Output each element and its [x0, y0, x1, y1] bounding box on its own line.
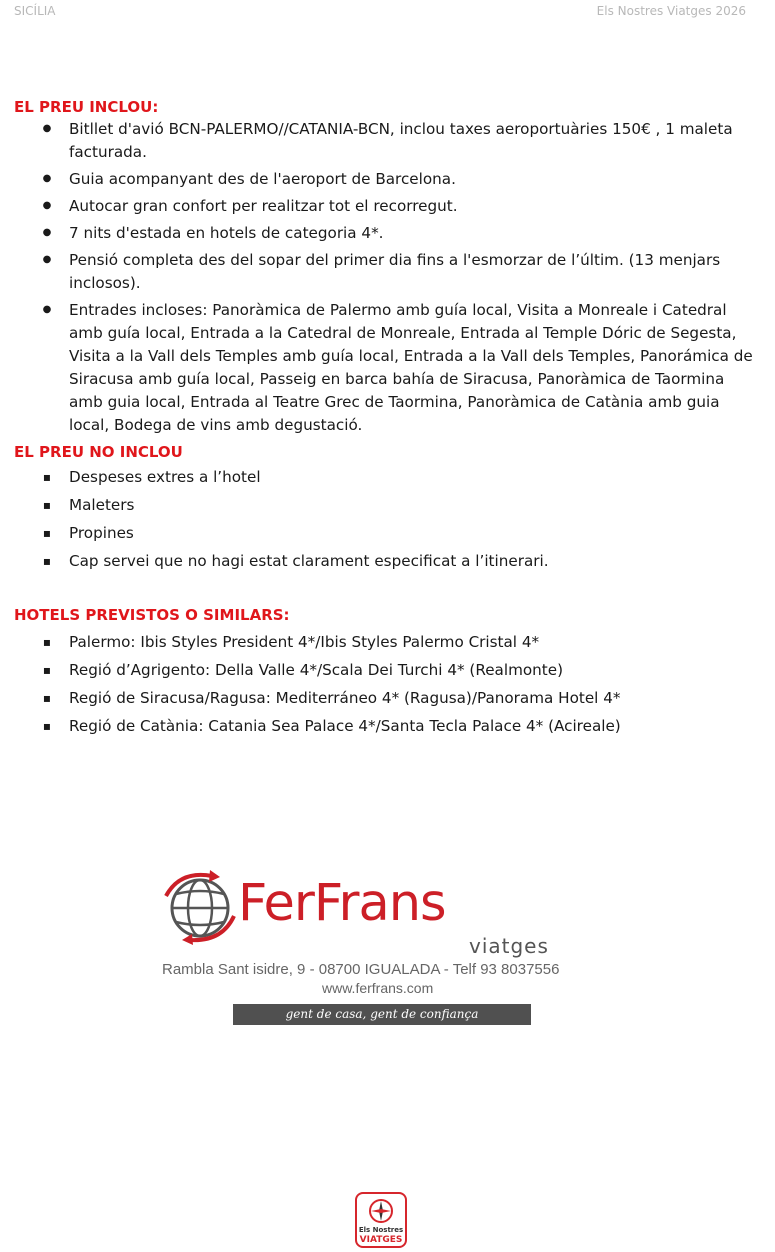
hotels-title: HOTELS PREVISTOS O SIMILARS: — [14, 606, 290, 624]
list-item-text: Despeses extres a l’hotel — [69, 468, 261, 486]
list-item-text: Pensió completa des del sopar del primer dia fins a l'esmorzar de l’últim. (13 menjars inclosos). — [69, 251, 721, 292]
els-nostres-viatges-badge — [355, 1192, 407, 1248]
list-item — [14, 522, 754, 545]
list-item — [14, 299, 754, 437]
bullet-icon — [40, 299, 54, 323]
list-item-text: Palermo: Ibis Styles President 4*/Ibis Styles Palermo Cristal 4* — [69, 633, 540, 651]
logo-tagline: gent de casa, gent de confiança — [233, 1004, 531, 1025]
section-spacer — [14, 578, 754, 604]
includes-title: EL PREU INCLOU: — [14, 98, 159, 116]
list-item — [14, 222, 754, 245]
list-item — [14, 195, 754, 218]
badge-line-2: VIATGES — [359, 1235, 403, 1245]
excludes-title: EL PREU NO INCLOU — [14, 443, 183, 461]
bullet-icon — [40, 118, 54, 142]
list-item — [14, 168, 754, 191]
list-item — [14, 466, 754, 489]
bullet-icon — [40, 195, 54, 219]
list-item-text: Maleters — [69, 496, 135, 514]
header-publication-title: Els Nostres Viatges 2026 — [596, 4, 746, 18]
list-item-text: 7 nits d'estada en hotels de categoria 4*. — [69, 224, 384, 242]
list-item — [14, 550, 754, 573]
list-item-text: Regió de Siracusa/Ragusa: Mediterráneo 4* (Ragusa)/Panorama Hotel 4* — [69, 689, 621, 707]
list-item-text: Entrades incloses: Panoràmica de Palermo amb guía local, Visita a Monreale i Catedral amb guía local, Entrada a la Catedral de Monreale, Entrada al Temple Dóric de Segesta, Visita a la Vall dels Temples amb guía local, Entrada a la Vall dels Temples, Panorámica de Siracusa amb guía local, Passeig en barca bahía de Siracusa, Panoràmica de Taormina amb guia local, Entrada al Teatre Grec de Taormina, Panoràmica de Catània amb guia local, Bodega de vins amb degustació. — [69, 301, 753, 434]
excludes-list — [14, 466, 754, 573]
bullet-icon — [40, 222, 54, 246]
list-item-text: Propines — [69, 524, 134, 542]
logo-address: Rambla Sant isidre, 9 - 08700 IGUALADA - Telf 93 8037556 — [162, 961, 560, 978]
ferfrans-logo — [160, 866, 620, 1036]
bullet-icon — [40, 631, 54, 654]
list-item — [14, 659, 754, 682]
list-item — [14, 494, 754, 517]
list-item — [14, 249, 754, 295]
list-item-text: Guia acompanyant des de l'aeroport de Barcelona. — [69, 170, 456, 188]
list-item-text: Autocar gran confort per realitzar tot el recorregut. — [69, 197, 458, 215]
bullet-icon — [40, 249, 54, 273]
list-item — [14, 687, 754, 710]
bullet-icon — [40, 522, 54, 545]
logo-website: www.ferfrans.com — [322, 980, 434, 996]
list-item — [14, 715, 754, 738]
globe-icon — [160, 866, 240, 946]
compass-icon — [367, 1197, 395, 1225]
badge-line-1: Els Nostres — [358, 1226, 404, 1234]
bullet-icon — [40, 494, 54, 517]
bullet-icon — [40, 715, 54, 738]
list-item-text: Bitllet d'avió BCN-PALERMO//CATANIA-BCN, inclou taxes aeroportuàries 150€ , 1 maleta facturada. — [69, 120, 733, 161]
list-item — [14, 631, 754, 654]
bullet-icon — [40, 466, 54, 489]
document-body — [14, 96, 754, 743]
bullet-icon — [40, 687, 54, 710]
bullet-icon — [40, 550, 54, 573]
logo-wordmark: FerFrans — [238, 874, 446, 933]
list-item-text: Regió d’Agrigento: Della Valle 4*/Scala Dei Turchi 4* (Realmonte) — [69, 661, 564, 679]
bullet-icon — [40, 659, 54, 682]
list-item — [14, 118, 754, 164]
bullet-icon — [40, 168, 54, 192]
logo-subtitle: viatges — [469, 934, 549, 958]
hotels-list — [14, 631, 754, 738]
list-item-text: Cap servei que no hagi estat clarament especificat a l’itinerari. — [69, 552, 549, 570]
includes-list — [14, 118, 754, 437]
header-section-title: SICÍLIA — [14, 4, 56, 18]
list-item-text: Regió de Catània: Catania Sea Palace 4*/Santa Tecla Palace 4* (Acireale) — [69, 717, 621, 735]
